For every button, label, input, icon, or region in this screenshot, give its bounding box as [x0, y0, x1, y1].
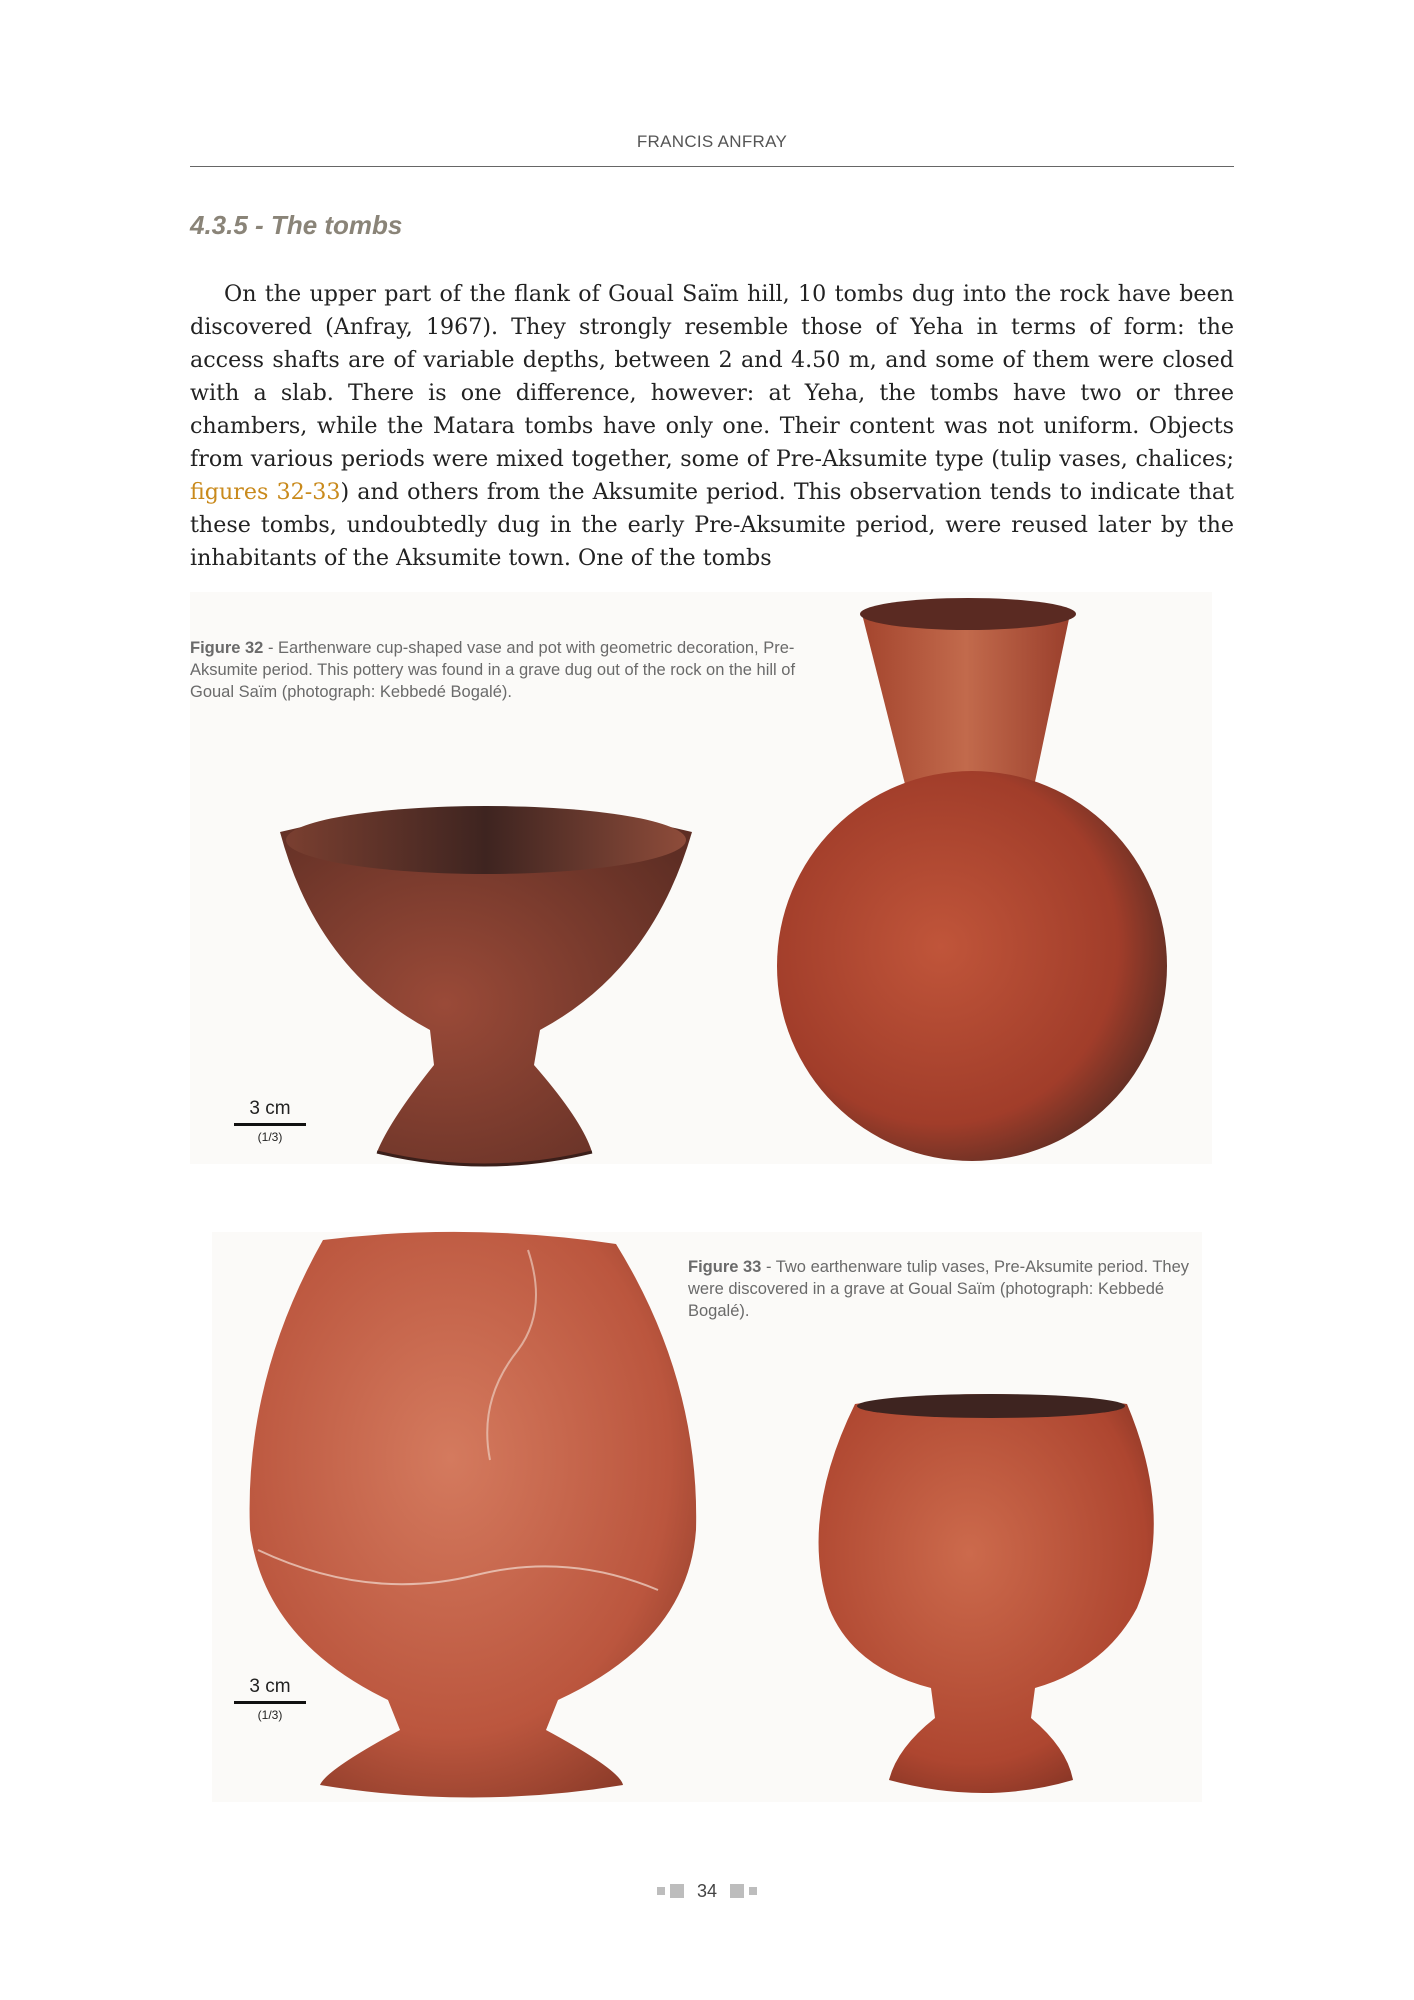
figure-32-caption-text: - Earthenware cup-shaped vase and pot with geometric decoration, Pre-Aksumite period. This pottery was found in a grave dug out of the rock on the hill of Goual Saïm (photograph: Kebbedé Bogalé).	[190, 639, 796, 701]
body-paragraph	[190, 278, 1234, 575]
scale-length-label: 3 cm	[249, 1676, 291, 1697]
figure-33-caption	[688, 1256, 1208, 1322]
figure-33-scale-bar	[234, 1676, 306, 1722]
scale-bar-line	[234, 1123, 306, 1126]
page-number: 34	[696, 1880, 718, 1901]
page-footer	[0, 1880, 1414, 1902]
figure-33-label: Figure 33	[688, 1258, 762, 1276]
header-rule	[190, 166, 1234, 167]
scale-bar-line	[234, 1701, 306, 1704]
figure-32-label: Figure 32	[190, 639, 264, 657]
folio-ornament-square	[657, 1887, 665, 1895]
figure-cross-reference-link[interactable]: figures 32-33	[190, 479, 341, 505]
running-head: FRANCIS ANFRAY	[636, 132, 788, 151]
body-text-before: On the upper part of the flank of Goual Saïm hill, 10 tombs dug into the rock have been discovered (Anfray, 1967). They strongly resemble those of Yeha in terms of form: the access shafts are of variable depths, between 2 and 4.50 m, and some of them were closed with a slab. There is one difference, however: at Yeha, the tombs have two or three chambers, while the Matara tombs have only one. Their content was not uniform. Objects from various periods were mixed together, some of Pre-Aksumite type (tulip vases, chalices;	[190, 281, 1234, 472]
folio-ornament-square	[670, 1884, 684, 1898]
body-text-after: ) and others from the Aksumite period. This observation tends to indicate that these tombs, undoubtedly dug in the early Pre-Aksumite period, were reused later by the inhabitants of the Aksumite town. One of the tombs	[190, 479, 1235, 571]
scale-length-label: 3 cm	[249, 1098, 291, 1119]
figure-32-caption	[190, 637, 830, 703]
folio-ornament-square	[730, 1884, 744, 1898]
scale-ratio-label: (1/3)	[257, 1708, 283, 1722]
figure-33-caption-text: - Two earthenware tulip vases, Pre-Aksumite period. They were discovered in a grave at Goual Saïm (photograph: Kebbedé Bogalé).	[688, 1258, 1190, 1320]
globular-pot-image	[770, 596, 1180, 1164]
folio-ornament-square	[749, 1887, 757, 1895]
section-heading: 4.3.5 - The tombs	[190, 210, 403, 240]
chalice-vase-image	[272, 800, 697, 1170]
squat-tulip-vase-image	[805, 1388, 1165, 1800]
scale-ratio-label: (1/3)	[257, 1130, 283, 1144]
figure-32-scale-bar	[234, 1098, 306, 1144]
